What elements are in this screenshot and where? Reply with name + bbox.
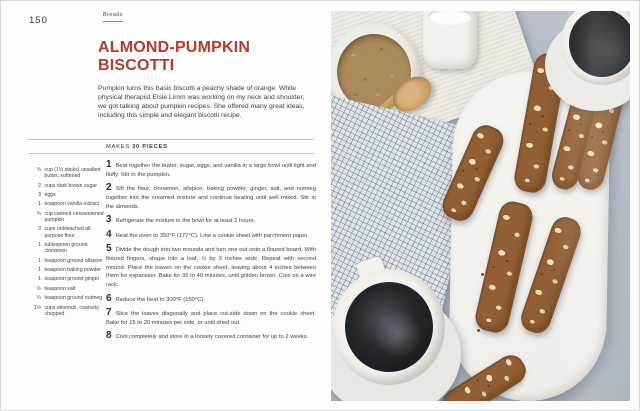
biscotti-slice bbox=[574, 81, 626, 192]
step-text: Refrigerate the mixture in the bowl for at least 2 hours. bbox=[115, 218, 256, 225]
ingredient-quantity: ¾ bbox=[36, 210, 41, 217]
ingredient-text: teaspoon ground ginger bbox=[44, 276, 100, 283]
milk-surface bbox=[428, 11, 472, 25]
ingredient-quantity: 1 bbox=[38, 201, 41, 208]
ingredient-quantity: 1 bbox=[38, 276, 41, 283]
coffee bbox=[569, 11, 630, 77]
ingredient-text: tablespoon ground cinnamon bbox=[44, 241, 88, 255]
step-text: Heat the oven to 350°F (177°C). Line a cookie sheet with parchment paper. bbox=[115, 232, 309, 239]
ingredient-row bbox=[28, 267, 108, 273]
cup bbox=[561, 11, 630, 85]
ingredient-row bbox=[28, 242, 108, 254]
ingredient-row bbox=[28, 305, 108, 317]
step-number: 7 bbox=[106, 306, 112, 318]
step-number: 3 bbox=[106, 214, 112, 226]
step-row bbox=[106, 292, 316, 305]
step-row bbox=[106, 306, 316, 328]
ingredient-row bbox=[28, 201, 108, 207]
ingredient-text: teaspoon vanilla extract bbox=[44, 201, 100, 208]
step-text: Sift the flour, cinnamon, allspice, baking powder, ginger, salt, and nutmeg together into the creamed mixture and continue beating until well mixed. Stir in the almonds. bbox=[106, 186, 316, 210]
milk-jug bbox=[423, 11, 477, 69]
step-row bbox=[106, 242, 316, 290]
steam-reflection bbox=[373, 308, 423, 360]
yield-bar bbox=[28, 139, 314, 154]
ingredient-text: cups almonds, coarsely chopped bbox=[44, 304, 99, 317]
step-row bbox=[106, 228, 316, 241]
saucer bbox=[545, 19, 630, 111]
ingredient-quantity: ¼ bbox=[36, 295, 41, 302]
step-number: 8 bbox=[106, 330, 112, 342]
yield-prefix: MAKES bbox=[106, 143, 133, 150]
ingredient-quantity: 3 bbox=[38, 226, 41, 233]
recipe-title: ALMOND-PUMPKIN BISCOTTI bbox=[98, 39, 251, 74]
ingredient-row bbox=[28, 258, 108, 264]
ingredient-quantity: 3 bbox=[38, 191, 41, 198]
step-number: 6 bbox=[106, 292, 112, 304]
step-number: 1 bbox=[106, 159, 112, 170]
ingredient-quantity: 1 bbox=[38, 257, 41, 264]
ingredient-quantity: ½ bbox=[36, 285, 41, 292]
page-number: 150 bbox=[29, 15, 48, 26]
ingredient-quantity: 1 bbox=[38, 241, 41, 248]
step-row bbox=[106, 332, 316, 342]
step-row bbox=[106, 184, 316, 211]
ingredient-quantity: 1 bbox=[38, 266, 41, 273]
recipe-photo bbox=[331, 11, 630, 401]
ingredient-quantity: 2 bbox=[38, 182, 41, 189]
steps-list bbox=[106, 161, 316, 347]
ingredient-text: teaspoon ground nutmeg bbox=[44, 295, 103, 302]
step-row bbox=[106, 161, 316, 180]
ingredient-text: teaspoon salt bbox=[44, 285, 76, 292]
mug bbox=[333, 269, 445, 385]
ingredient-row bbox=[28, 295, 108, 301]
step-row bbox=[106, 216, 316, 226]
ingredient-row bbox=[28, 276, 108, 282]
ingredient-quantity: 1½ bbox=[33, 304, 41, 311]
step-text: Reduce the heat to 300°F (150°C). bbox=[115, 296, 205, 303]
coffee bbox=[345, 282, 433, 372]
ingredient-text: cups unbleached all-purpose flour bbox=[44, 226, 93, 239]
ingredient-text: eggs bbox=[44, 191, 56, 198]
intro-paragraph: Pumpkin turns this basic biscotti a peachy shade of orange. While physical therapist Elsie Limm was working on my neck and shoulder, we got talking about pumpkin recipes. She offered many great ideas, including this simple and elegant biscotti recipe. bbox=[98, 85, 305, 119]
step-text: Cool completely and store in a loosely covered container for up to 2 weeks. bbox=[115, 334, 309, 341]
ingredient-row bbox=[28, 226, 108, 238]
step-text: Beat together the butter, sugar, eggs, and vanilla in a large bowl until light and fluffy. Stir in the pumpkin. bbox=[106, 163, 316, 178]
step-number: 2 bbox=[106, 182, 112, 194]
ingredient-row bbox=[28, 167, 108, 179]
step-number: 4 bbox=[106, 228, 112, 240]
ingredient-row bbox=[28, 192, 108, 198]
ingredients-list bbox=[28, 167, 108, 320]
ingredient-text: teaspoon baking powder bbox=[44, 266, 102, 273]
ingredient-row bbox=[28, 286, 108, 292]
ingredient-quantity: ¾ bbox=[36, 167, 41, 173]
ingredient-text: cup (1½ sticks) unsalted butter, softened bbox=[44, 167, 101, 180]
step-text: Slice the loaves diagonally and place cut-side down on the cookie sheet. Bake for 15 to 20 minutes per side, or until dried out. bbox=[106, 310, 316, 326]
ingredient-text: cups dark brown sugar bbox=[44, 182, 97, 189]
ingredient-row bbox=[28, 183, 108, 189]
ingredient-row bbox=[28, 211, 108, 223]
ingredient-text: teaspoon ground allspice bbox=[44, 257, 103, 264]
yield-amount: 30 PIECES bbox=[132, 143, 168, 150]
ingredient-text: cup canned unsweetened pumpkin bbox=[44, 210, 104, 223]
yield-text bbox=[106, 144, 168, 150]
crumb bbox=[477, 329, 480, 332]
step-number: 5 bbox=[106, 242, 112, 254]
biscotti-slice bbox=[549, 68, 607, 193]
section-label: Breads bbox=[103, 12, 123, 22]
step-text: Divide the dough into two mounds and turn one out onto a floured board. With floured fingers, shape into a loaf, ½ by 3 inches wide. Repeat with second mound. Place the loaves on the cookie sheet, leaving about 4 inches between them for expansion. Bake for 35 to 40 minutes, until golden brown. Cool on a wire rack. bbox=[106, 246, 316, 289]
